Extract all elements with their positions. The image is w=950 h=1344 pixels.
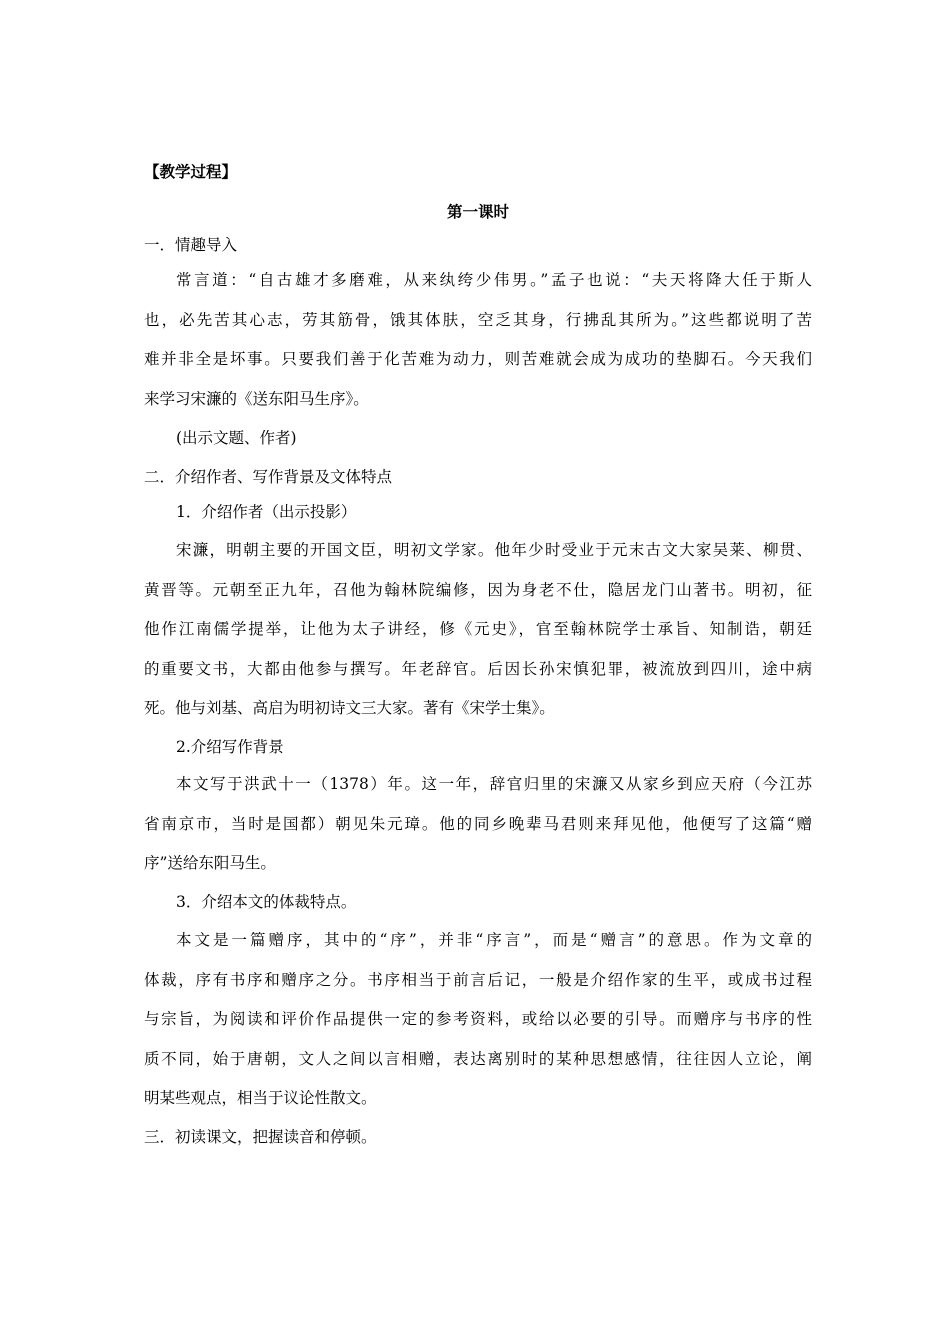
part2-sub3-line: 本文是一篇赠序，其中的“序”，并非“序言”，而是“赠言”的意思。作为文章的 [176, 931, 812, 949]
part2-sub1-line: 宋濂，明朝主要的开国文臣，明初文学家。他年少时受业于元末古文大家吴莱、柳贯、 [176, 541, 812, 559]
part2-heading: 二．介绍作者、写作背景及文体特点 [144, 468, 393, 486]
part2-sub3-line: 明某些观点，相当于议论性散文。 [144, 1089, 377, 1107]
part1-paragraph-line: 也，必先苦其心志，劳其筋骨，饿其体肤，空乏其身，行拂乱其所为。”这些都说明了苦 [144, 311, 812, 329]
part2-sub1-heading: 1．介绍作者（出示投影） [176, 503, 357, 521]
part2-sub3-line: 与宗旨，为阅读和评价作品提供一定的参考资料，或给以必要的引导。而赠序与书序的性 [144, 1010, 812, 1028]
part2-sub1-line: 死。他与刘基、高启为明初诗文三大家。著有《宋学士集》。 [144, 699, 555, 717]
part1-paragraph-line: 来学习宋濂的《送东阳马生序》。 [144, 390, 369, 408]
part1-paragraph-line: 难并非全是坏事。只要我们善于化苦难为动力，则苦难就会成为成功的垫脚石。今天我们 [144, 350, 812, 368]
part1-paragraph-line: 常言道：“自古雄才多磨难，从来纨绔少伟男。”孟子也说：“夫天将降大任于斯人 [176, 271, 812, 289]
lesson-title: 第一课时 [446, 202, 509, 221]
part2-sub2-heading: 2.介绍写作背景 [176, 738, 284, 756]
part1-note: (出示文题、作者) [176, 429, 297, 447]
part2-sub1-line: 的重要文书，大都由他参与撰写。年老辞官。后因长孙宋慎犯罪，被流放到四川，途中病 [144, 660, 812, 678]
part2-sub2-line: 序”送给东阳马生。 [144, 854, 276, 872]
part1-heading: 一．情趣导入 [144, 236, 238, 254]
part2-sub3-line: 质不同，始于唐朝，文人之间以言相赠，表达离别时的某种思想感情，往往因人立论，阐 [144, 1050, 812, 1068]
part2-sub3-line: 体裁，序有书序和赠序之分。书序相当于前言后记，一般是介绍作家的生平，或成书过程 [144, 971, 812, 989]
section-heading: 【教学过程】 [144, 162, 238, 181]
part2-sub1-line: 他作江南儒学提举，让他为太子讲经，修《元史》，官至翰林院学士承旨、知制诰，朝廷 [144, 620, 812, 638]
part2-sub2-line: 本文写于洪武十一（1378）年。这一年，辞官归里的宋濂又从家乡到应天府（今江苏 [176, 775, 812, 793]
part2-sub2-line: 省南京市，当时是国都）朝见朱元璋。他的同乡晚辈马君则来拜见他，他便写了这篇“赠 [144, 815, 812, 833]
part2-sub1-line: 黄晋等。元朝至正九年，召他为翰林院编修，因为身老不仕，隐居龙门山著书。明初，征 [144, 581, 812, 599]
part3-heading: 三．初读课文，把握读音和停顿。 [144, 1128, 377, 1146]
part2-sub3-heading: 3．介绍本文的体裁特点。 [176, 893, 357, 911]
